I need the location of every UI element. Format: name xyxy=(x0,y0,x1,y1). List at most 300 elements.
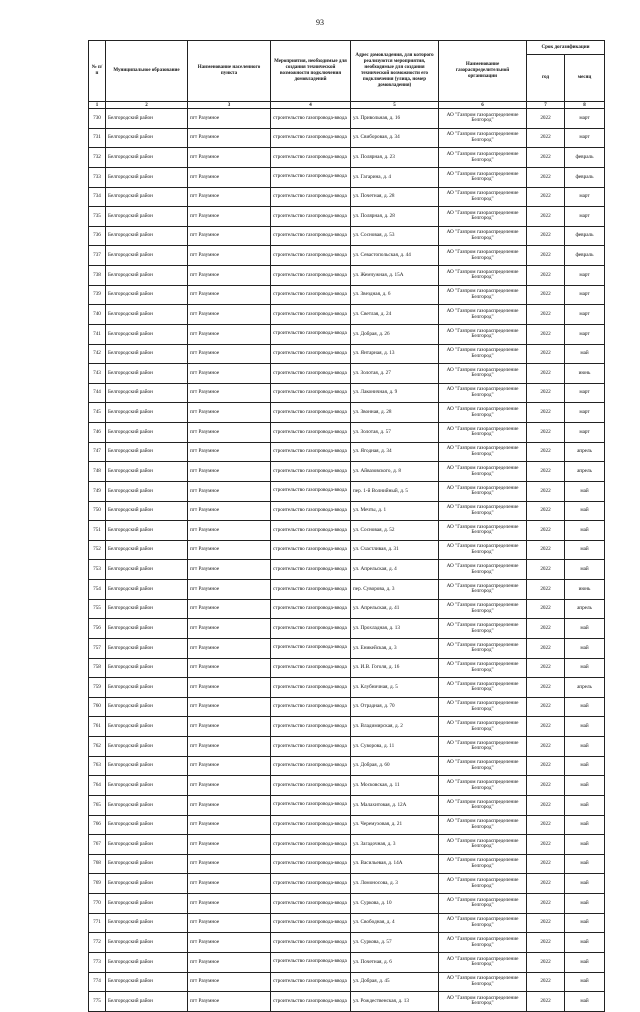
row-number: 743 xyxy=(89,364,106,384)
measure-cell: строительство газопровода-ввода xyxy=(271,933,351,953)
municipality-cell: Белгородский район xyxy=(106,815,188,835)
settlement-cell: пгт Разумное xyxy=(188,285,271,305)
month-cell: февраль xyxy=(565,167,605,187)
month-cell: март xyxy=(565,423,605,443)
municipality-cell: Белгородский район xyxy=(106,109,188,129)
year-cell: 2022 xyxy=(527,776,565,796)
municipality-cell: Белгородский район xyxy=(106,776,188,796)
month-cell: март xyxy=(565,324,605,344)
organization-cell: АО "Газпром газораспределение Белгород" xyxy=(439,109,527,129)
row-number: 730 xyxy=(89,109,106,129)
table-row xyxy=(89,128,605,148)
measure-cell: строительство газопровода-ввода xyxy=(271,992,351,1012)
measure-cell: строительство газопровода-ввода xyxy=(271,972,351,992)
address-cell: ул. Светлая, д. 24 xyxy=(351,305,439,325)
col-number: 8 xyxy=(565,102,605,109)
organization-cell: АО "Газпром газораспределение Белгород" xyxy=(439,187,527,207)
row-number: 759 xyxy=(89,678,106,698)
row-number: 741 xyxy=(89,324,106,344)
month-cell: май xyxy=(565,638,605,658)
address-cell: ул. Прохладная, д. 13 xyxy=(351,619,439,639)
municipality-cell: Белгородский район xyxy=(106,521,188,541)
address-cell: ул. Севастопольская, д. 44 xyxy=(351,246,439,266)
measure-cell: строительство газопровода-ввода xyxy=(271,580,351,600)
row-number: 768 xyxy=(89,854,106,874)
municipality-cell: Белгородский район xyxy=(106,305,188,325)
year-cell: 2022 xyxy=(527,540,565,560)
table-row xyxy=(89,187,605,207)
year-cell: 2022 xyxy=(527,795,565,815)
table-row xyxy=(89,619,605,639)
month-cell: май xyxy=(565,874,605,894)
settlement-cell: пгт Разумное xyxy=(188,540,271,560)
month-cell: май xyxy=(565,717,605,737)
measure-cell: строительство газопровода-ввода xyxy=(271,187,351,207)
measure-cell: строительство газопровода-ввода xyxy=(271,481,351,501)
year-cell: 2022 xyxy=(527,992,565,1012)
table-row xyxy=(89,697,605,717)
settlement-cell: пгт Разумное xyxy=(188,972,271,992)
month-cell: апрель xyxy=(565,442,605,462)
month-cell: март xyxy=(565,383,605,403)
settlement-cell: пгт Разумное xyxy=(188,776,271,796)
month-cell: май xyxy=(565,521,605,541)
measure-cell: строительство газопровода-ввода xyxy=(271,560,351,580)
settlement-cell: пгт Разумное xyxy=(188,795,271,815)
organization-cell: АО "Газпром газораспределение Белгород" xyxy=(439,717,527,737)
settlement-cell: пгт Разумное xyxy=(188,442,271,462)
measure-cell: строительство газопровода-ввода xyxy=(271,697,351,717)
address-cell: ул. Суворова, д. 11 xyxy=(351,737,439,757)
year-cell: 2022 xyxy=(527,638,565,658)
header-num: № п/п xyxy=(89,41,106,102)
address-cell: ул. Жемчужная, д. 15А xyxy=(351,266,439,286)
col-number: 2 xyxy=(106,102,188,109)
organization-cell: АО "Газпром газораспределение Белгород" xyxy=(439,795,527,815)
organization-cell: АО "Газпром газораспределение Белгород" xyxy=(439,344,527,364)
settlement-cell: пгт Разумное xyxy=(188,697,271,717)
organization-cell: АО "Газпром газораспределение Белгород" xyxy=(439,383,527,403)
address-cell: ул. Суркова, д. 10 xyxy=(351,894,439,914)
organization-cell: АО "Газпром газораспределение Белгород" xyxy=(439,403,527,423)
month-cell: март xyxy=(565,285,605,305)
measure-cell: строительство газопровода-ввода xyxy=(271,540,351,560)
municipality-cell: Белгородский район xyxy=(106,913,188,933)
row-number: 738 xyxy=(89,266,106,286)
organization-cell: АО "Газпром газораспределение Белгород" xyxy=(439,423,527,443)
month-cell: май xyxy=(565,540,605,560)
municipality-cell: Белгородский район xyxy=(106,717,188,737)
organization-cell: АО "Газпром газораспределение Белгород" xyxy=(439,697,527,717)
header-organization: Наименование газораспределительной организации xyxy=(439,41,527,102)
settlement-cell: пгт Разумное xyxy=(188,717,271,737)
municipality-cell: Белгородский район xyxy=(106,207,188,227)
month-cell: май xyxy=(565,854,605,874)
address-cell: пер. Суворова, д. 3 xyxy=(351,580,439,600)
measure-cell: строительство газопровода-ввода xyxy=(271,226,351,246)
row-number: 740 xyxy=(89,305,106,325)
row-number: 737 xyxy=(89,246,106,266)
settlement-cell: пгт Разумное xyxy=(188,226,271,246)
table-row xyxy=(89,894,605,914)
year-cell: 2022 xyxy=(527,481,565,501)
table-row xyxy=(89,560,605,580)
organization-cell: АО "Газпром газораспределение Белгород" xyxy=(439,305,527,325)
organization-cell: АО "Газпром газораспределение Белгород" xyxy=(439,992,527,1012)
measure-cell: строительство газопровода-ввода xyxy=(271,266,351,286)
measure-cell: строительство газопровода-ввода xyxy=(271,854,351,874)
year-cell: 2022 xyxy=(527,913,565,933)
measure-cell: строительство газопровода-ввода xyxy=(271,619,351,639)
month-cell: май xyxy=(565,501,605,521)
month-cell: май xyxy=(565,560,605,580)
row-number: 734 xyxy=(89,187,106,207)
organization-cell: АО "Газпром газораспределение Белгород" xyxy=(439,854,527,874)
year-cell: 2022 xyxy=(527,324,565,344)
organization-cell: АО "Газпром газораспределение Белгород" xyxy=(439,599,527,619)
table-row xyxy=(89,207,605,227)
municipality-cell: Белгородский район xyxy=(106,678,188,698)
row-number: 770 xyxy=(89,894,106,914)
settlement-cell: пгт Разумное xyxy=(188,148,271,168)
row-number: 762 xyxy=(89,737,106,757)
measure-cell: строительство газопровода-ввода xyxy=(271,462,351,482)
address-cell: ул. Добрая, д. 60 xyxy=(351,756,439,776)
settlement-cell: пгт Разумное xyxy=(188,560,271,580)
measure-cell: строительство газопровода-ввода xyxy=(271,815,351,835)
address-cell: ул. Полярная, д. 23 xyxy=(351,148,439,168)
measure-cell: строительство газопровода-ввода xyxy=(271,952,351,972)
organization-cell: АО "Газпром газораспределение Белгород" xyxy=(439,756,527,776)
year-cell: 2022 xyxy=(527,403,565,423)
municipality-cell: Белгородский район xyxy=(106,266,188,286)
table-row xyxy=(89,678,605,698)
organization-cell: АО "Газпром газораспределение Белгород" xyxy=(439,246,527,266)
year-cell: 2022 xyxy=(527,207,565,227)
settlement-cell: пгт Разумное xyxy=(188,933,271,953)
organization-cell: АО "Газпром газораспределение Белгород" xyxy=(439,167,527,187)
settlement-cell: пгт Разумное xyxy=(188,658,271,678)
col-number: 7 xyxy=(527,102,565,109)
month-cell: апрель xyxy=(565,462,605,482)
address-cell: ул. Счастливая, д. 31 xyxy=(351,540,439,560)
month-cell: июнь xyxy=(565,580,605,600)
settlement-cell: пгт Разумное xyxy=(188,403,271,423)
month-cell: март xyxy=(565,109,605,129)
municipality-cell: Белгородский район xyxy=(106,795,188,815)
gasification-table xyxy=(88,40,605,1012)
month-cell: март xyxy=(565,187,605,207)
year-cell: 2022 xyxy=(527,423,565,443)
municipality-cell: Белгородский район xyxy=(106,619,188,639)
table-row xyxy=(89,540,605,560)
settlement-cell: пгт Разумное xyxy=(188,423,271,443)
address-cell: ул. Рождественская, д. 13 xyxy=(351,992,439,1012)
year-cell: 2022 xyxy=(527,874,565,894)
address-cell: ул. Золотая, д. 27 xyxy=(351,364,439,384)
row-number: 745 xyxy=(89,403,106,423)
organization-cell: АО "Газпром газораспределение Белгород" xyxy=(439,776,527,796)
row-number: 761 xyxy=(89,717,106,737)
measure-cell: строительство газопровода-ввода xyxy=(271,128,351,148)
row-number: 773 xyxy=(89,952,106,972)
row-number: 753 xyxy=(89,560,106,580)
header-measures: Мероприятия, необходимые для создания технической возможности подключения домовладений xyxy=(271,41,351,102)
table-row xyxy=(89,167,605,187)
address-cell: ул. Полярная, д. 28 xyxy=(351,207,439,227)
measure-cell: строительство газопровода-ввода xyxy=(271,148,351,168)
year-cell: 2022 xyxy=(527,167,565,187)
table-row xyxy=(89,815,605,835)
address-cell: ул. Апрельская, д. 4 xyxy=(351,560,439,580)
row-number: 747 xyxy=(89,442,106,462)
municipality-cell: Белгородский район xyxy=(106,894,188,914)
page-number: 93 xyxy=(316,18,324,27)
organization-cell: АО "Газпром газораспределение Белгород" xyxy=(439,501,527,521)
address-cell: ул. Ломоносова, д. 3 xyxy=(351,874,439,894)
year-cell: 2022 xyxy=(527,148,565,168)
month-cell: май xyxy=(565,481,605,501)
organization-cell: АО "Газпром газораспределение Белгород" xyxy=(439,972,527,992)
year-cell: 2022 xyxy=(527,442,565,462)
table-row xyxy=(89,854,605,874)
row-number: 756 xyxy=(89,619,106,639)
address-cell: ул. Отрадная, д. 70 xyxy=(351,697,439,717)
year-cell: 2022 xyxy=(527,560,565,580)
year-cell: 2022 xyxy=(527,109,565,129)
table-row xyxy=(89,580,605,600)
organization-cell: АО "Газпром газораспределение Белгород" xyxy=(439,952,527,972)
row-number: 772 xyxy=(89,933,106,953)
table-row xyxy=(89,324,605,344)
table-row xyxy=(89,913,605,933)
measure-cell: строительство газопровода-ввода xyxy=(271,638,351,658)
year-cell: 2022 xyxy=(527,305,565,325)
year-cell: 2022 xyxy=(527,521,565,541)
table-row xyxy=(89,364,605,384)
organization-cell: АО "Газпром газораспределение Белгород" xyxy=(439,638,527,658)
organization-cell: АО "Газпром газораспределение Белгород" xyxy=(439,835,527,855)
month-cell: май xyxy=(565,992,605,1012)
month-cell: март xyxy=(565,128,605,148)
municipality-cell: Белгородский район xyxy=(106,835,188,855)
settlement-cell: пгт Разумное xyxy=(188,167,271,187)
organization-cell: АО "Газпром газораспределение Белгород" xyxy=(439,324,527,344)
address-cell: ул. Клубничная, д. 5 xyxy=(351,678,439,698)
month-cell: май xyxy=(565,913,605,933)
month-cell: май xyxy=(565,835,605,855)
year-cell: 2022 xyxy=(527,344,565,364)
table-row xyxy=(89,874,605,894)
year-cell: 2022 xyxy=(527,697,565,717)
row-number: 736 xyxy=(89,226,106,246)
address-cell: ул. Малахитовая, д. 12А xyxy=(351,795,439,815)
address-cell: ул. Загадочная, д. 3 xyxy=(351,835,439,855)
municipality-cell: Белгородский район xyxy=(106,874,188,894)
header-address: Адрес домовладения, для которого реализуются мероприятия, необходимые для создания технической возможности его подключения (улица, номер домовладения) xyxy=(351,41,439,102)
municipality-cell: Белгородский район xyxy=(106,933,188,953)
year-cell: 2022 xyxy=(527,658,565,678)
settlement-cell: пгт Разумное xyxy=(188,383,271,403)
table-row xyxy=(89,423,605,443)
measure-cell: строительство газопровода-ввода xyxy=(271,658,351,678)
settlement-cell: пгт Разумное xyxy=(188,207,271,227)
settlement-cell: пгт Разумное xyxy=(188,835,271,855)
measure-cell: строительство газопровода-ввода xyxy=(271,795,351,815)
table-row xyxy=(89,109,605,129)
address-cell: ул. Золотая, д. 57 xyxy=(351,423,439,443)
month-cell: апрель xyxy=(565,678,605,698)
row-number: 733 xyxy=(89,167,106,187)
measure-cell: строительство газопровода-ввода xyxy=(271,442,351,462)
month-cell: май xyxy=(565,756,605,776)
row-number: 757 xyxy=(89,638,106,658)
municipality-cell: Белгородский район xyxy=(106,226,188,246)
measure-cell: строительство газопровода-ввода xyxy=(271,717,351,737)
row-number: 746 xyxy=(89,423,106,443)
measure-cell: строительство газопровода-ввода xyxy=(271,913,351,933)
settlement-cell: пгт Разумное xyxy=(188,364,271,384)
row-number: 760 xyxy=(89,697,106,717)
month-cell: март xyxy=(565,403,605,423)
header-settlement: Наименование населенного пункта xyxy=(188,41,271,102)
settlement-cell: пгт Разумное xyxy=(188,521,271,541)
measure-cell: строительство газопровода-ввода xyxy=(271,305,351,325)
table-row xyxy=(89,933,605,953)
address-cell: ул. Ягодная, д. 34 xyxy=(351,442,439,462)
month-cell: май xyxy=(565,795,605,815)
organization-cell: АО "Газпром газораспределение Белгород" xyxy=(439,874,527,894)
month-cell: май xyxy=(565,776,605,796)
row-number: 742 xyxy=(89,344,106,364)
month-cell: май xyxy=(565,737,605,757)
organization-cell: АО "Газпром газораспределение Белгород" xyxy=(439,285,527,305)
settlement-cell: пгт Разумное xyxy=(188,992,271,1012)
table-row xyxy=(89,383,605,403)
table-row xyxy=(89,481,605,501)
month-cell: апрель xyxy=(565,599,605,619)
organization-cell: АО "Газпром газораспределение Белгород" xyxy=(439,462,527,482)
address-cell: пер. 1-й Волнийный, д. 5 xyxy=(351,481,439,501)
row-number: 764 xyxy=(89,776,106,796)
measure-cell: строительство газопровода-ввода xyxy=(271,403,351,423)
measure-cell: строительство газопровода-ввода xyxy=(271,501,351,521)
table-row xyxy=(89,717,605,737)
organization-cell: АО "Газпром газораспределение Белгород" xyxy=(439,226,527,246)
settlement-cell: пгт Разумное xyxy=(188,501,271,521)
year-cell: 2022 xyxy=(527,737,565,757)
organization-cell: АО "Газпром газораспределение Белгород" xyxy=(439,619,527,639)
address-cell: ул. Гагарина, д. 4 xyxy=(351,167,439,187)
month-cell: май xyxy=(565,933,605,953)
address-cell: ул. Суркова, д. 57 xyxy=(351,933,439,953)
row-number: 751 xyxy=(89,521,106,541)
municipality-cell: Белгородский район xyxy=(106,972,188,992)
settlement-cell: пгт Разумное xyxy=(188,109,271,129)
measure-cell: строительство газопровода-ввода xyxy=(271,364,351,384)
organization-cell: АО "Газпром газораспределение Белгород" xyxy=(439,481,527,501)
measure-cell: строительство газопровода-ввода xyxy=(271,167,351,187)
organization-cell: АО "Газпром газораспределение Белгород" xyxy=(439,128,527,148)
address-cell: ул. Привольная, д. 16 xyxy=(351,109,439,129)
settlement-cell: пгт Разумное xyxy=(188,324,271,344)
organization-cell: АО "Газпром газораспределение Белгород" xyxy=(439,933,527,953)
organization-cell: АО "Газпром газораспределение Белгород" xyxy=(439,560,527,580)
settlement-cell: пгт Разумное xyxy=(188,305,271,325)
settlement-cell: пгт Разумное xyxy=(188,815,271,835)
month-cell: май xyxy=(565,344,605,364)
measure-cell: строительство газопровода-ввода xyxy=(271,246,351,266)
address-cell: ул. Айвазовского, д. 8 xyxy=(351,462,439,482)
organization-cell: АО "Газпром газораспределение Белгород" xyxy=(439,913,527,933)
address-cell: ул. Добрая, д. 45 xyxy=(351,972,439,992)
year-cell: 2022 xyxy=(527,756,565,776)
table-row xyxy=(89,952,605,972)
organization-cell: АО "Газпром газораспределение Белгород" xyxy=(439,442,527,462)
table-row xyxy=(89,305,605,325)
year-cell: 2022 xyxy=(527,854,565,874)
column-numbers-row xyxy=(89,102,605,109)
col-number: 5 xyxy=(351,102,439,109)
year-cell: 2022 xyxy=(527,894,565,914)
table-row xyxy=(89,501,605,521)
municipality-cell: Белгородский район xyxy=(106,148,188,168)
address-cell: ул. Добрая, д. 26 xyxy=(351,324,439,344)
municipality-cell: Белгородский район xyxy=(106,403,188,423)
municipality-cell: Белгородский район xyxy=(106,285,188,305)
settlement-cell: пгт Разумное xyxy=(188,344,271,364)
municipality-cell: Белгородский район xyxy=(106,854,188,874)
table-row xyxy=(89,658,605,678)
month-cell: март xyxy=(565,207,605,227)
municipality-cell: Белгородский район xyxy=(106,992,188,1012)
municipality-cell: Белгородский район xyxy=(106,442,188,462)
measure-cell: строительство газопровода-ввода xyxy=(271,383,351,403)
year-cell: 2022 xyxy=(527,364,565,384)
municipality-cell: Белгородский район xyxy=(106,383,188,403)
year-cell: 2022 xyxy=(527,580,565,600)
row-number: 735 xyxy=(89,207,106,227)
month-cell: март xyxy=(565,266,605,286)
address-cell: ул. Звонная, д. 28 xyxy=(351,403,439,423)
municipality-cell: Белгородский район xyxy=(106,481,188,501)
address-cell: ул. Свиборовая, д. 34 xyxy=(351,128,439,148)
table-row xyxy=(89,266,605,286)
measure-cell: строительство газопровода-ввода xyxy=(271,324,351,344)
organization-cell: АО "Газпром газораспределение Белгород" xyxy=(439,580,527,600)
row-number: 739 xyxy=(89,285,106,305)
address-cell: ул. Почетная, д. 28 xyxy=(351,187,439,207)
settlement-cell: пгт Разумное xyxy=(188,638,271,658)
month-cell: март xyxy=(565,305,605,325)
municipality-cell: Белгородский район xyxy=(106,540,188,560)
organization-cell: АО "Газпром газораспределение Белгород" xyxy=(439,266,527,286)
address-cell: ул. Васильевая, д. 14А xyxy=(351,854,439,874)
row-number: 732 xyxy=(89,148,106,168)
table-row xyxy=(89,972,605,992)
year-cell: 2022 xyxy=(527,246,565,266)
measure-cell: строительство газопровода-ввода xyxy=(271,521,351,541)
col-number: 3 xyxy=(188,102,271,109)
table-row xyxy=(89,246,605,266)
row-number: 769 xyxy=(89,874,106,894)
month-cell: май xyxy=(565,972,605,992)
address-cell: ул. Черемуховая, д. 21 xyxy=(351,815,439,835)
year-cell: 2022 xyxy=(527,619,565,639)
municipality-cell: Белгородский район xyxy=(106,952,188,972)
month-cell: май xyxy=(565,658,605,678)
month-cell: февраль xyxy=(565,246,605,266)
